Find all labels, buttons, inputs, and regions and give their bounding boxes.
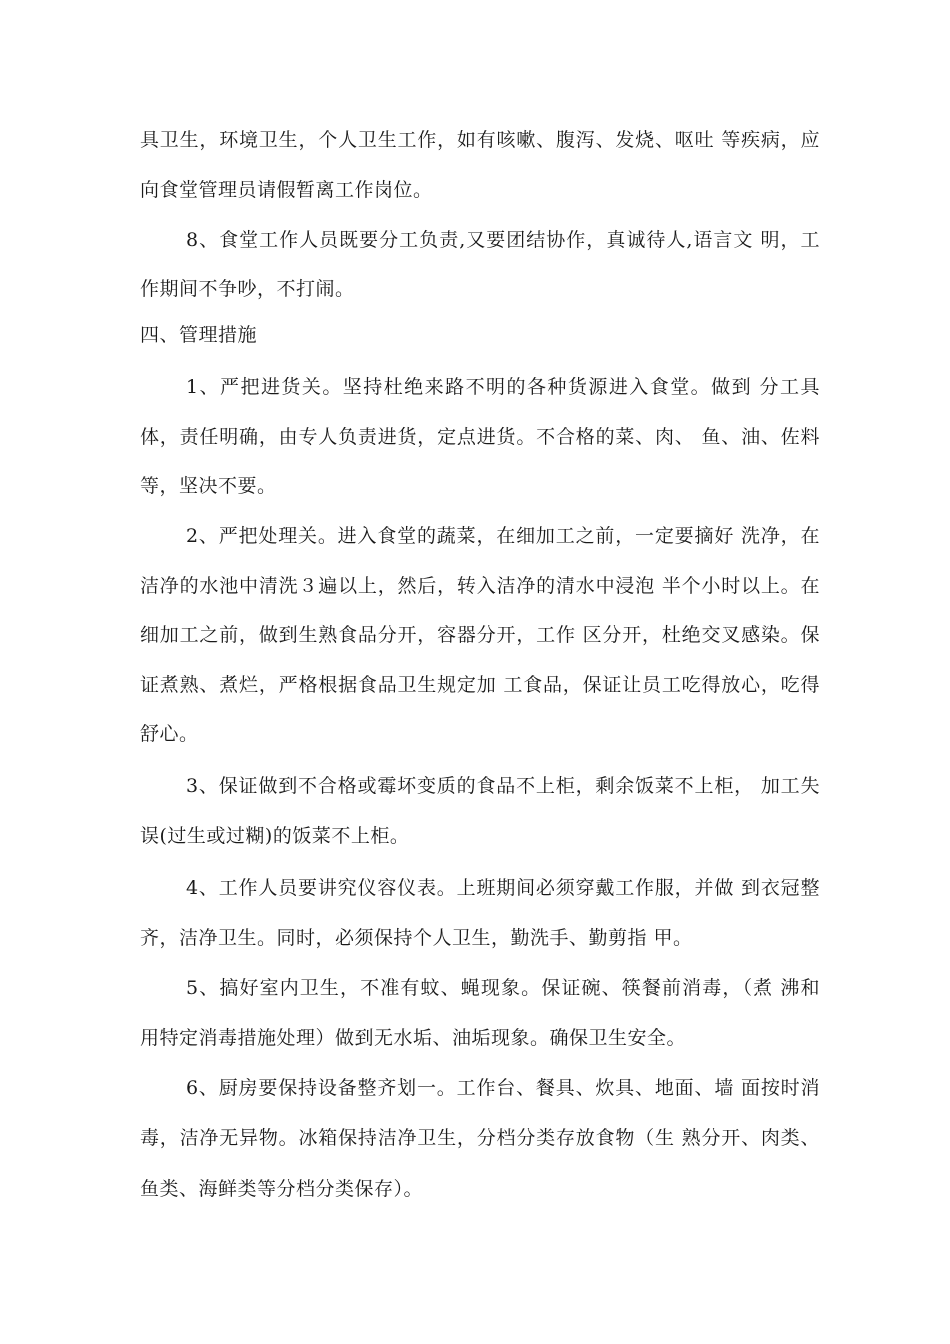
text-line: 2、严把处理关。进入食堂的蔬菜，在细加工之前，一定要摘好 洗净，在 — [186, 525, 820, 547]
text-line: 细加工之前，做到生熟食品分开，容器分开，工作 区分开，杜绝交叉感染。保 — [140, 624, 820, 646]
text-line: 作期间不争吵，不打闹。 — [140, 278, 355, 300]
text-line: 舒心。 — [140, 723, 199, 745]
text-line: 鱼类、海鲜类等分档分类保存）。 — [140, 1178, 424, 1200]
text-line: 毒，洁净无异物。冰箱保持洁净卫生，分档分类存放食物（生 熟分开、肉类、 — [140, 1127, 820, 1149]
text-line: 向食堂管理员请假暂离工作岗位。 — [140, 179, 433, 201]
text-line: 3、保证做到不合格或霉坏变质的食品不上柜，剩余饭菜不上柜， 加工失 — [186, 775, 820, 797]
text-line: 等，坚决不要。 — [140, 475, 277, 497]
text-line: 1、严把进货关。坚持杜绝来路不明的各种货源进入食堂。做到 分工具 — [186, 376, 820, 398]
text-line: 4、工作人员要讲究仪容仪表。上班期间必须穿戴工作服，并做 到衣冠整 — [186, 877, 820, 899]
text-line: 齐，洁净卫生。同时，必须保持个人卫生，勤洗手、勤剪指 甲。 — [140, 927, 693, 949]
text-line: 证煮熟、煮烂，严格根据食品卫生规定加 工食品，保证让员工吃得放心，吃得 — [140, 674, 820, 696]
text-line: 用特定消毒措施处理）做到无水垢、油垢现象。确保卫生安全。 — [140, 1027, 687, 1049]
text-line: 5、搞好室内卫生，不准有蚊、蝇现象。保证碗、筷餐前消毒，（煮 沸和 — [186, 977, 820, 999]
text-line: 误(过生或过糊)的饭菜不上柜。 — [140, 825, 410, 847]
text-line: 洁净的水池中清洗３遍以上，然后，转入洁净的清水中浸泡 半个小时以上。在 — [140, 575, 820, 597]
text-line: 具卫生，环境卫生，个人卫生工作，如有咳嗽、腹泻、发烧、呕吐 等疾病，应 — [140, 129, 820, 151]
text-line: 体，责任明确，由专人负责进货，定点进货。不合格的菜、肉、 鱼、油、佐料 — [140, 426, 820, 448]
text-line: 6、厨房要保持设备整齐划一。工作台、餐具、炊具、地面、墙 面按时消 — [186, 1077, 820, 1099]
section-heading: 四、管理措施 — [140, 324, 258, 346]
text-line: 8、食堂工作人员既要分工负责,又要团结协作，真诚待人,语言文 明，工 — [186, 229, 820, 251]
